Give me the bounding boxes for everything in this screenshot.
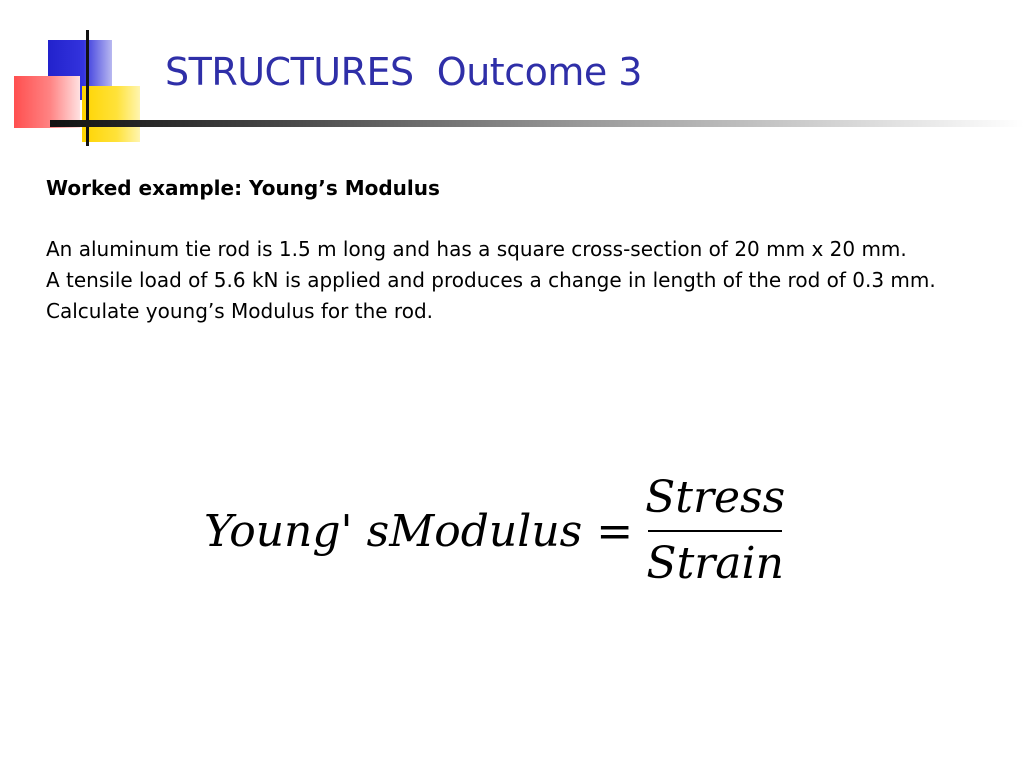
problem-paragraph-load: A tensile load of 5.6 kN is applied and produces a change in length of the rod of 0.3 mm. bbox=[46, 268, 936, 292]
slide-title: STRUCTURES Outcome 3 bbox=[165, 50, 642, 94]
formula-denominator: Strain bbox=[646, 538, 784, 589]
logo-yellow-square bbox=[82, 86, 140, 142]
formula-equals-sign: = bbox=[596, 505, 634, 557]
formula-lhs: Young' sModulus bbox=[204, 505, 583, 557]
slide-logo-decoration bbox=[0, 0, 160, 150]
problem-statement bbox=[46, 234, 996, 327]
slide-content bbox=[46, 174, 996, 327]
formula-numerator: Stress bbox=[645, 472, 786, 523]
problem-paragraph-rod: An aluminum tie rod is 1.5 m long and has a square cross-section of 20 mm x 20 mm. bbox=[46, 237, 907, 261]
worked-example-heading: Worked example: Young’s Modulus bbox=[46, 176, 440, 200]
title-underline bbox=[50, 120, 1024, 127]
logo-vertical-line bbox=[86, 30, 89, 146]
youngs-modulus-formula bbox=[204, 466, 786, 596]
fraction-bar bbox=[648, 530, 782, 532]
formula-fraction bbox=[645, 472, 785, 590]
problem-paragraph-task: Calculate young’s Modulus for the rod. bbox=[46, 299, 434, 323]
